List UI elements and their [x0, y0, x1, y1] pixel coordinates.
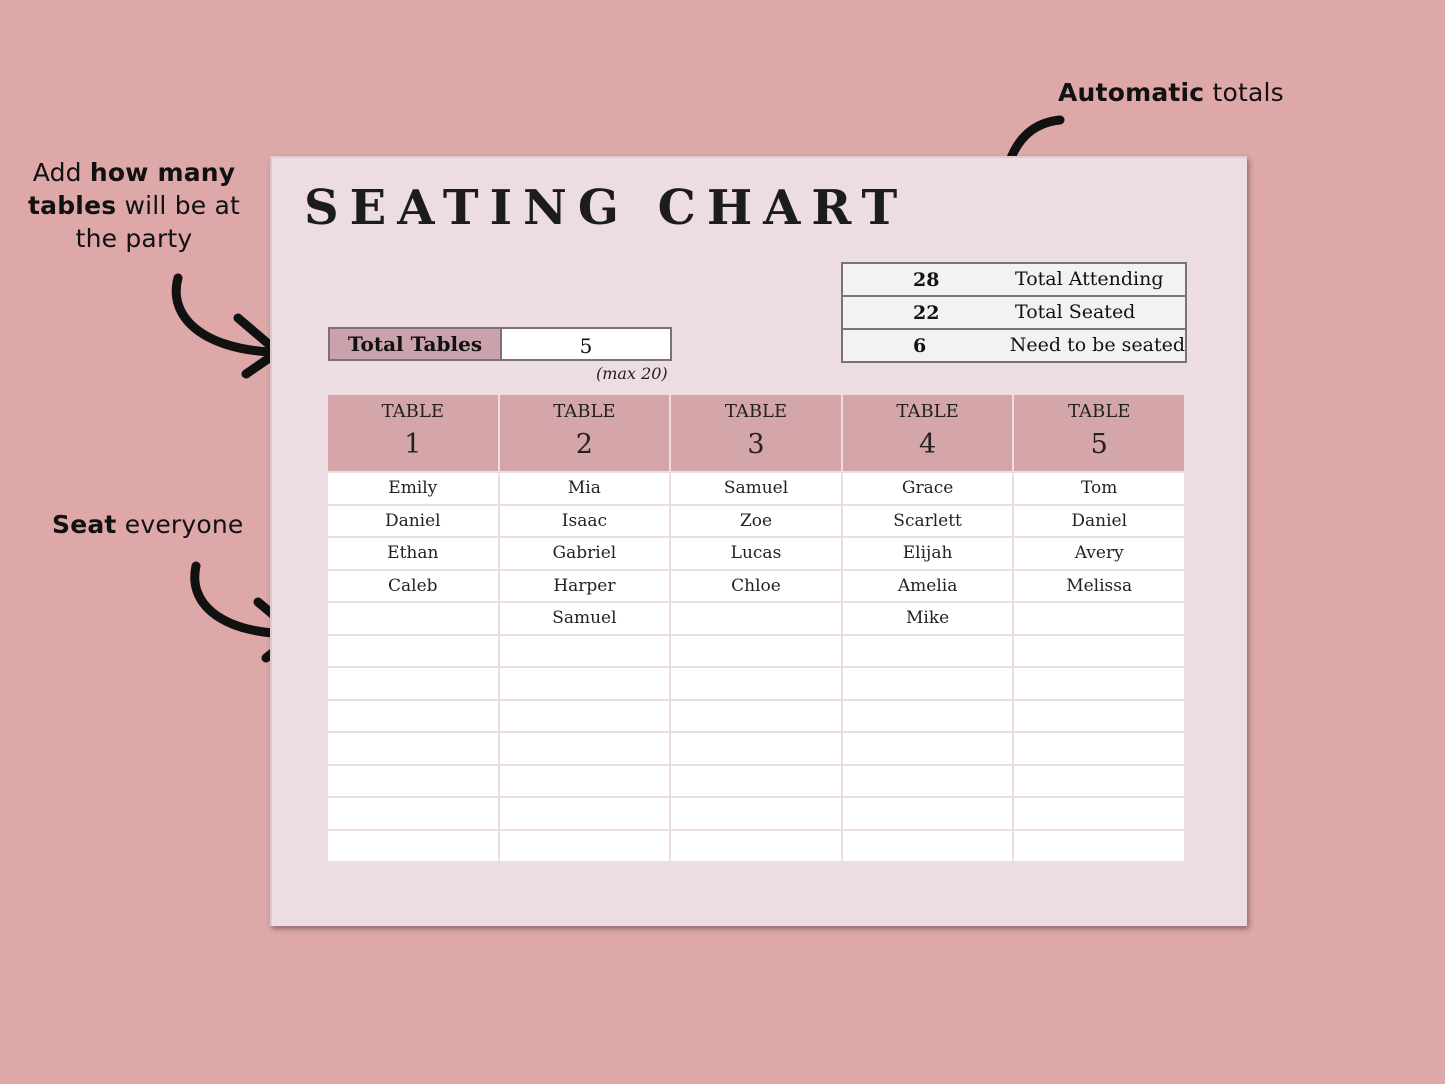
total-attending-label: Total Attending — [1015, 268, 1164, 290]
guest-cell[interactable] — [671, 831, 841, 862]
annotation-bold-text: Seat — [52, 510, 117, 539]
annotation-text: everyone — [116, 510, 244, 539]
seating-chart-sheet — [270, 156, 1247, 926]
guest-cell[interactable]: Mike — [843, 603, 1013, 634]
guest-cell[interactable] — [671, 733, 841, 764]
table-number: 4 — [919, 429, 937, 460]
guest-cell[interactable] — [328, 766, 498, 797]
annotation-seat-everyone — [52, 508, 244, 541]
annotation-bold-text: how many tables — [27, 158, 236, 220]
guest-cell[interactable]: Daniel — [328, 506, 498, 537]
guest-cell[interactable]: Isaac — [500, 506, 670, 537]
guest-cell[interactable]: Elijah — [843, 538, 1013, 569]
guest-cell[interactable] — [671, 668, 841, 699]
tables-grid — [328, 395, 1184, 863]
guest-cell[interactable] — [671, 798, 841, 829]
totals-summary — [841, 262, 1187, 363]
guest-cell[interactable]: Ethan — [328, 538, 498, 569]
table-heading: TABLE — [1068, 401, 1131, 422]
guest-cell[interactable] — [1014, 798, 1184, 829]
guest-cell[interactable]: Daniel — [1014, 506, 1184, 537]
guest-cell[interactable] — [500, 636, 670, 667]
annotation-text: totals — [1204, 78, 1284, 107]
guest-cell[interactable] — [1014, 603, 1184, 634]
total-tables-input[interactable]: 5 — [502, 329, 670, 359]
guest-cell[interactable]: Zoe — [671, 506, 841, 537]
annotation-add-tables — [14, 156, 254, 255]
guest-cell[interactable]: Chloe — [671, 571, 841, 602]
table-number: 2 — [575, 429, 593, 460]
guest-cell[interactable]: Amelia — [843, 571, 1013, 602]
annotation-automatic-totals — [1058, 76, 1284, 109]
guest-cell[interactable] — [1014, 701, 1184, 732]
total-tables-field — [328, 327, 672, 361]
guest-cell[interactable] — [1014, 766, 1184, 797]
sheet-title: SEATING CHART — [304, 180, 909, 236]
totals-row — [843, 297, 1185, 330]
table-header — [1014, 395, 1184, 471]
guest-cell[interactable] — [1014, 668, 1184, 699]
guest-cell[interactable] — [500, 733, 670, 764]
totals-row — [843, 264, 1185, 297]
guest-cell[interactable] — [843, 701, 1013, 732]
table-header — [328, 395, 498, 471]
guest-cell[interactable] — [671, 636, 841, 667]
guest-cell[interactable] — [671, 701, 841, 732]
guest-cell[interactable] — [843, 831, 1013, 862]
guest-cell[interactable] — [671, 766, 841, 797]
table-heading: TABLE — [896, 401, 959, 422]
guest-cell[interactable] — [500, 831, 670, 862]
guest-cell[interactable]: Harper — [500, 571, 670, 602]
guest-cell[interactable] — [1014, 636, 1184, 667]
guest-cell[interactable]: Scarlett — [843, 506, 1013, 537]
guest-cell[interactable] — [500, 766, 670, 797]
total-seated-value: 22 — [913, 302, 940, 324]
need-seated-label: Need to be seated — [1009, 334, 1185, 356]
table-heading: TABLE — [381, 401, 444, 422]
total-attending-value: 28 — [913, 269, 940, 291]
table-column — [843, 395, 1013, 863]
guest-cell[interactable] — [843, 766, 1013, 797]
guest-cell[interactable] — [328, 701, 498, 732]
guest-cell[interactable] — [843, 798, 1013, 829]
table-number: 3 — [747, 429, 765, 460]
total-tables-label: Total Tables — [330, 329, 502, 359]
table-header — [500, 395, 670, 471]
table-heading: TABLE — [553, 401, 616, 422]
annotation-text: will be at the party — [75, 191, 241, 253]
annotation-text: Add — [32, 158, 90, 187]
guest-cell[interactable]: Samuel — [671, 473, 841, 504]
guest-cell[interactable]: Tom — [1014, 473, 1184, 504]
guest-cell[interactable]: Caleb — [328, 571, 498, 602]
guest-cell[interactable] — [328, 603, 498, 634]
guest-cell[interactable] — [500, 701, 670, 732]
guest-cell[interactable] — [328, 636, 498, 667]
table-column — [1014, 395, 1184, 863]
annotation-bold-text: Automatic — [1058, 78, 1205, 107]
guest-cell[interactable] — [1014, 733, 1184, 764]
table-heading: TABLE — [724, 401, 788, 422]
total-seated-label: Total Seated — [1015, 301, 1136, 323]
guest-cell[interactable]: Melissa — [1014, 571, 1184, 602]
totals-row — [843, 330, 1185, 361]
table-column — [500, 395, 670, 863]
guest-cell[interactable] — [328, 798, 498, 829]
guest-cell[interactable] — [1014, 831, 1184, 862]
table-header — [671, 395, 841, 471]
guest-cell[interactable] — [671, 603, 841, 634]
table-column — [328, 395, 498, 863]
guest-cell[interactable]: Mia — [500, 473, 670, 504]
need-seated-value: 6 — [913, 335, 927, 357]
guest-cell[interactable] — [843, 668, 1013, 699]
guest-cell[interactable]: Avery — [1014, 538, 1184, 569]
guest-cell[interactable]: Lucas — [671, 538, 841, 569]
guest-cell[interactable] — [500, 798, 670, 829]
guest-cell[interactable]: Grace — [843, 473, 1013, 504]
guest-cell[interactable]: Emily — [328, 473, 498, 504]
guest-cell[interactable]: Gabriel — [500, 538, 670, 569]
table-column — [671, 395, 841, 863]
guest-cell[interactable]: Samuel — [500, 603, 670, 634]
table-number: 1 — [404, 429, 422, 460]
guest-cell[interactable] — [328, 668, 498, 699]
table-header — [843, 395, 1013, 471]
table-number: 5 — [1090, 429, 1108, 460]
guest-cell[interactable] — [843, 733, 1013, 764]
guest-cell[interactable] — [843, 636, 1013, 667]
guest-cell[interactable] — [328, 831, 498, 862]
total-tables-note: (max 20) — [596, 364, 668, 383]
guest-cell[interactable] — [328, 733, 498, 764]
guest-cell[interactable] — [500, 668, 670, 699]
